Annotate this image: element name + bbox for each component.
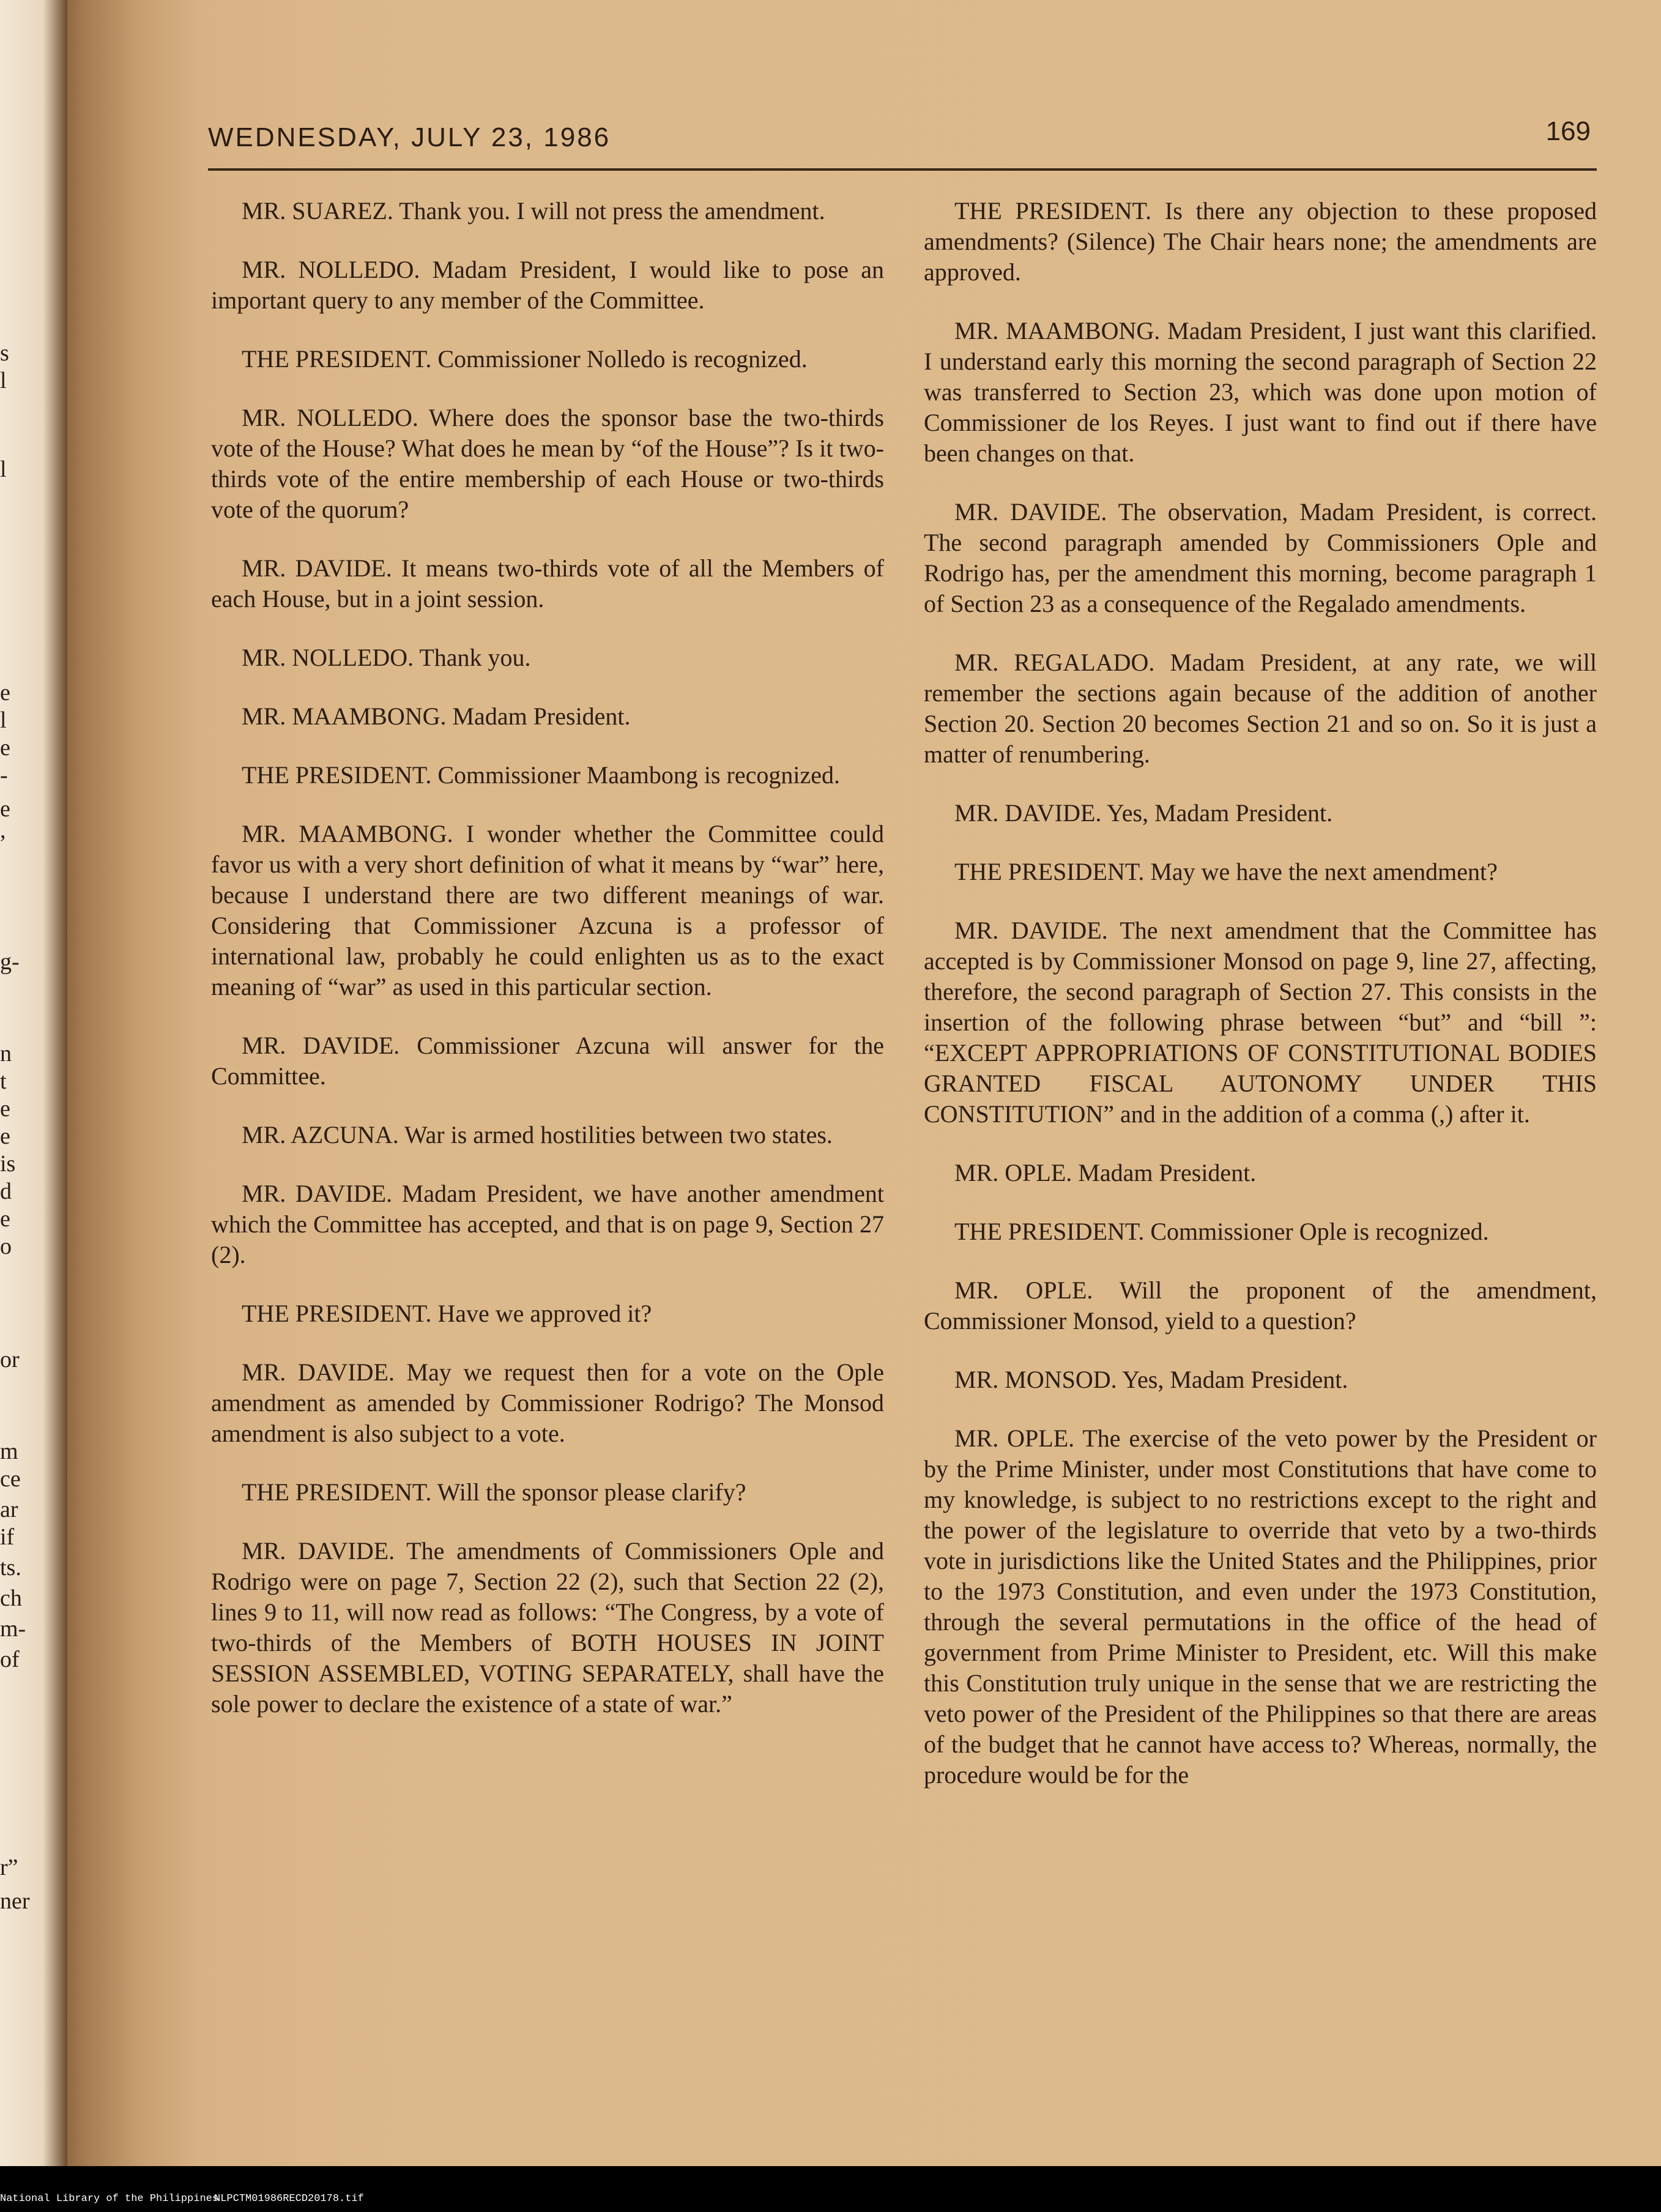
speech-paragraph: MR. REGALADO. Madam President, at any rate, we will remember the sections again because of the addition of another Section 20. Section 20 becomes Section 21 and so on. So it is just a matter of renumbering. bbox=[924, 649, 1597, 768]
left-column bbox=[211, 196, 884, 1748]
speech-paragraph: MR. AZCUNA. War is armed hostilities between two states. bbox=[242, 1121, 833, 1149]
edge-fragment: of bbox=[0, 1647, 20, 1672]
speech-paragraph: THE PRESIDENT. Have we approved it? bbox=[242, 1300, 652, 1327]
page-header bbox=[208, 116, 1591, 165]
edge-fragment: g- bbox=[0, 949, 20, 975]
footer-library-name: National Library of the Philippines bbox=[0, 2193, 219, 2205]
edge-fragment: e bbox=[0, 680, 10, 706]
edge-fragment: ar bbox=[0, 1497, 18, 1522]
edge-fragment: , bbox=[0, 817, 6, 843]
speech-paragraph: THE PRESIDENT. May we have the next amendment? bbox=[954, 858, 1498, 885]
page-number: 169 bbox=[1545, 116, 1591, 146]
edge-fragment: o bbox=[0, 1234, 12, 1259]
speech-paragraph: THE PRESIDENT. Commissioner Nolledo is recognized. bbox=[242, 345, 808, 373]
edge-fragment: l bbox=[0, 456, 7, 482]
edge-fragment: e bbox=[0, 1123, 10, 1149]
speech-paragraph: MR. OPLE. The exercise of the veto power by the President or by the Prime Minister, under most Constitutions that have come to my knowledge, is subject to no restrictions except to the right and the power of the legislature to override that veto by a two-thirds vote in jurisdictions like the United States and the Philippines, prior to the 1973 Constitution, and even under the 1973 Constitution, through the several permutations in the office of the head of government from Prime Minister to President, etc. Will this make this Constitution truly unique in the sense that we are restricting the veto power of the President of the Philippines so that there are areas of the budget that he cannot have access to? Whereas, normally, the procedure would be for the bbox=[924, 1424, 1597, 1789]
speech-paragraph: MR. DAVIDE. Yes, Madam President. bbox=[954, 799, 1333, 827]
edge-fragment: t bbox=[0, 1068, 7, 1094]
edge-fragment: m- bbox=[0, 1616, 26, 1642]
speech-paragraph: MR. DAVIDE. The amendments of Commissioners Ople and Rodrigo were on page 7, Section 22 (2), such that Section 22 (2), lines 9 to 11, will now read as follows: “The Congress, by a vote of two-thirds of the Members of BOTH HOUSES IN JOINT SESSION ASSEMBLED, VOTING SEPARATELY, shall have the sole power to declare the existence of a state of war.” bbox=[211, 1537, 884, 1718]
edge-fragment: r” bbox=[0, 1855, 18, 1880]
speech-paragraph: MR. NOLLEDO. Thank you. bbox=[242, 644, 531, 671]
speech-paragraph: MR. OPLE. Will the proponent of the amendment, Commissioner Monsod, yield to a question? bbox=[924, 1276, 1597, 1335]
edge-fragment: is bbox=[0, 1151, 16, 1177]
speech-paragraph: MR. DAVIDE. It means two-thirds vote of all the Members of each House, but in a joint session. bbox=[211, 554, 884, 613]
speech-paragraph: MR. OPLE. Madam President. bbox=[954, 1159, 1257, 1186]
scan-footer-bar bbox=[0, 2166, 1661, 2212]
adjacent-page-edge bbox=[0, 0, 67, 2166]
edge-fragment: ce bbox=[0, 1466, 21, 1492]
speech-paragraph: MR. SUAREZ. Thank you. I will not press the amendment. bbox=[242, 197, 825, 225]
speech-paragraph: THE PRESIDENT. Commissioner Ople is recognized. bbox=[954, 1218, 1489, 1245]
edge-fragment: ts. bbox=[0, 1555, 21, 1581]
edge-fragment: e bbox=[0, 1096, 10, 1122]
edge-fragment: m bbox=[0, 1439, 18, 1464]
footer-file-name: NLPCTM01986RECD20178.tif bbox=[214, 2193, 364, 2205]
speech-paragraph: MR. MAAMBONG. Madam President, I just want this clarified. I understand early this morning the second paragraph of Section 22 was transferred to Section 23, which was done upon motion of Commissioner de los Reyes. I just want to find out if there have been changes on that. bbox=[924, 317, 1597, 467]
edge-fragment: ch bbox=[0, 1585, 22, 1611]
speech-paragraph: MR. NOLLEDO. Madam President, I would like to pose an important query to any member of the Committee. bbox=[211, 256, 884, 314]
edge-fragment: e bbox=[0, 796, 10, 822]
edge-fragment: if bbox=[0, 1524, 15, 1550]
edge-fragment: s bbox=[0, 340, 9, 366]
edge-fragment: - bbox=[0, 762, 8, 788]
edge-fragment: l bbox=[0, 368, 7, 393]
edge-fragment: n bbox=[0, 1041, 12, 1067]
edge-fragment: ner bbox=[0, 1888, 30, 1914]
edge-fragment: d bbox=[0, 1179, 12, 1204]
header-rule bbox=[208, 168, 1597, 171]
edge-fragment: or bbox=[0, 1347, 20, 1372]
speech-paragraph: MR. DAVIDE. The observation, Madam President, is correct. The second paragraph amended by Commissioners Ople and Rodrigo has, per the amendment this morning, become paragraph 1 of Section 23 as a consequence of the Regalado amendments. bbox=[924, 498, 1597, 617]
speech-paragraph: MR. DAVIDE. May we request then for a vote on the Ople amendment as amended by Commissioner Rodrigo? The Monsod amendment is also subject to a vote. bbox=[211, 1358, 884, 1447]
edge-fragment: e bbox=[0, 735, 10, 761]
edge-fragment: l bbox=[0, 707, 7, 733]
running-head-date: WEDNESDAY, JULY 23, 1986 bbox=[208, 122, 611, 152]
edge-fragment: e bbox=[0, 1206, 10, 1232]
speech-paragraph: MR. MAAMBONG. I wonder whether the Committee could favor us with a very short definition of what it means by “war” here, because I understand there are two different meanings of war. Considering that Commissioner Azcuna is a professor of international law, probably he could enlighten us as to the exact meaning of “war” as used in this particular section. bbox=[211, 820, 884, 1000]
speech-paragraph: MR. DAVIDE. Commissioner Azcuna will answer for the Committee. bbox=[211, 1032, 884, 1090]
speech-paragraph: MR. MAAMBONG. Madam President. bbox=[242, 702, 631, 730]
speech-paragraph: THE PRESIDENT. Commissioner Maambong is recognized. bbox=[242, 761, 841, 789]
speech-paragraph: THE PRESIDENT. Is there any objection to these proposed amendments? (Silence) The Chair hears none; the amendments are approved. bbox=[924, 197, 1597, 286]
speech-paragraph: MR. NOLLEDO. Where does the sponsor base the two-thirds vote of the House? What does he mean by “of the House”? Is it two-thirds vote of the entire membership of each House or two-thirds vote of the quorum? bbox=[211, 404, 884, 523]
speech-paragraph: MR. MONSOD. Yes, Madam President. bbox=[954, 1366, 1348, 1393]
speech-paragraph: MR. DAVIDE. The next amendment that the Committee has accepted is by Commissioner Monsod on page 9, line 27, affecting, therefore, the second paragraph of Section 27. This consists in the insertion of the following phrase between “but” and “bill ”: “EXCEPT APPROPRIATIONS OF CONSTITUTIONAL BODIES GRANTED FISCAL AUTONOMY UNDER THIS CONSTITUTION” and in the addition of a comma (,) after it. bbox=[924, 917, 1597, 1128]
right-column bbox=[924, 196, 1597, 1819]
speech-paragraph: THE PRESIDENT. Will the sponsor please clarify? bbox=[242, 1478, 746, 1506]
speech-paragraph: MR. DAVIDE. Madam President, we have another amendment which the Committee has accepted, and that is on page 9, Section 27 (2). bbox=[211, 1180, 884, 1268]
